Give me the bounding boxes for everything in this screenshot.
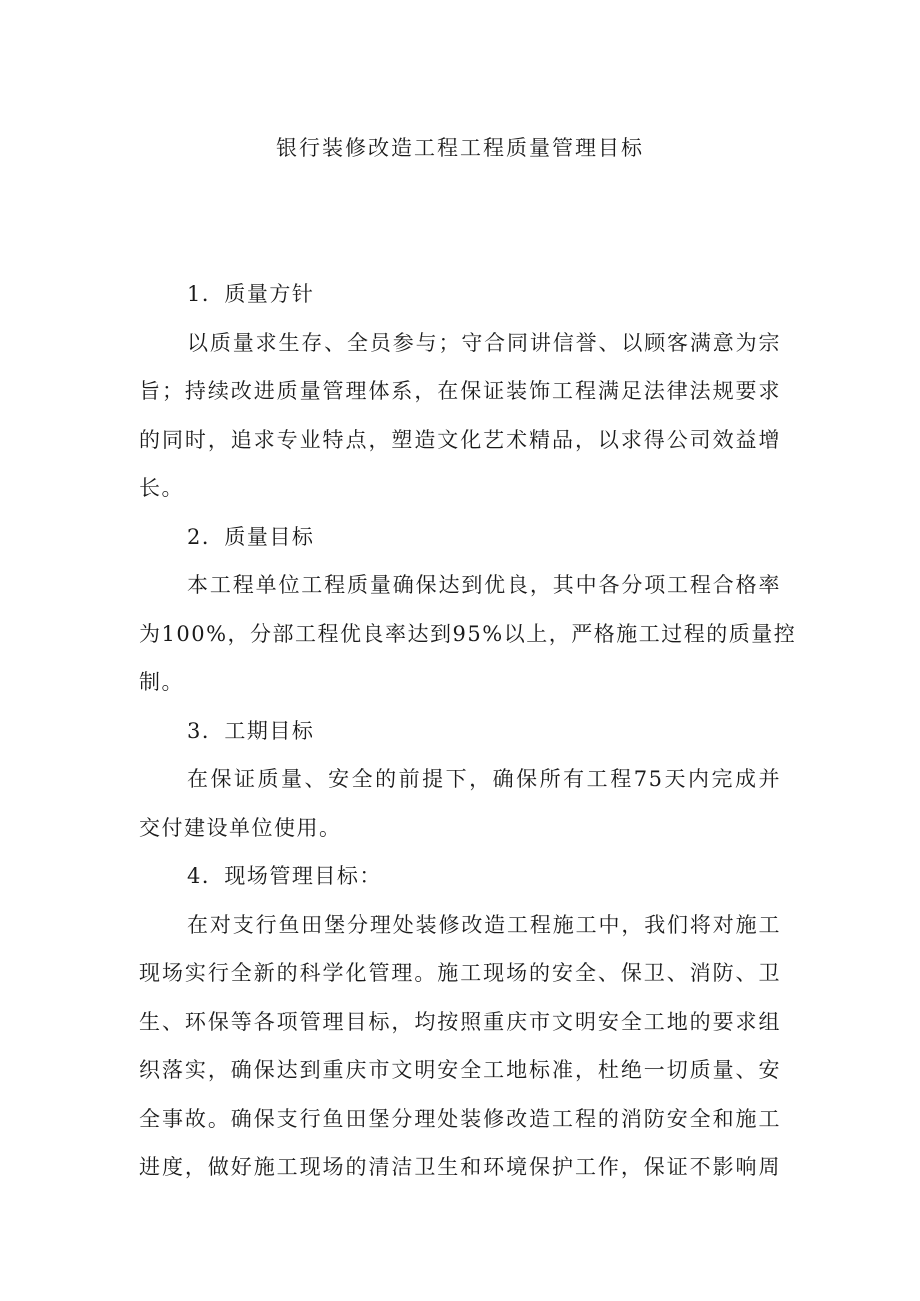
section-paragraph-4: [139, 901, 781, 1192]
section-paragraph-2: [139, 561, 797, 707]
paragraph-line: 的同时，追求专业特点，塑造文化艺术精品，以求得公司效益增: [139, 427, 781, 452]
section-paragraph-1: [139, 319, 781, 513]
paragraph-line: 在保证质量、安全的前提下，确保所有工程75天内完成并: [187, 767, 781, 791]
paragraph-line: 现场实行全新的科学化管理。施工现场的安全、保卫、消防、卫: [139, 961, 781, 985]
paragraph-line: 进度，做好施工现场的清洁卫生和环境保护工作，保证不影响周: [139, 1155, 781, 1179]
paragraph-line: 全事故。确保支行鱼田堡分理处装修改造工程的消防安全和施工: [139, 1106, 781, 1131]
paragraph-line: 本工程单位工程质量确保达到优良，其中各分项工程合格率: [187, 573, 781, 597]
paragraph-line: 制。: [139, 670, 184, 694]
paragraph-line: 旨；持续改进质量管理体系，在保证装饰工程满足法律法规要求: [139, 379, 781, 403]
paragraph-line: 为100%，分部工程优良率达到95%以上，严格施工过程的质量控: [139, 621, 797, 646]
section-heading-4: 4．现场管理目标：: [187, 864, 382, 888]
section-heading-2: 2．质量目标: [187, 524, 315, 549]
section-heading-3: 3．工期目标: [187, 718, 315, 743]
section-paragraph-3: [139, 755, 781, 852]
paragraph-line: 交付建设单位使用。: [139, 815, 342, 840]
paragraph-line: 生、环保等各项管理目标，均按照重庆市文明安全工地的要求组: [139, 1009, 781, 1034]
paragraph-line: 织落实，确保达到重庆市文明安全工地标准，杜绝一切质量、安: [139, 1058, 781, 1082]
section-heading-1: 1．质量方针: [187, 282, 315, 306]
paragraph-line: 长。: [139, 476, 184, 500]
document-body: [139, 270, 797, 1192]
paragraph-line: 以质量求生存、全员参与；守合同讲信誉、以顾客满意为宗: [187, 330, 781, 355]
page-title: 银行装修改造工程工程质量管理目标: [276, 136, 644, 160]
paragraph-line: 在对支行鱼田堡分理处装修改造工程施工中，我们将对施工: [187, 912, 781, 937]
